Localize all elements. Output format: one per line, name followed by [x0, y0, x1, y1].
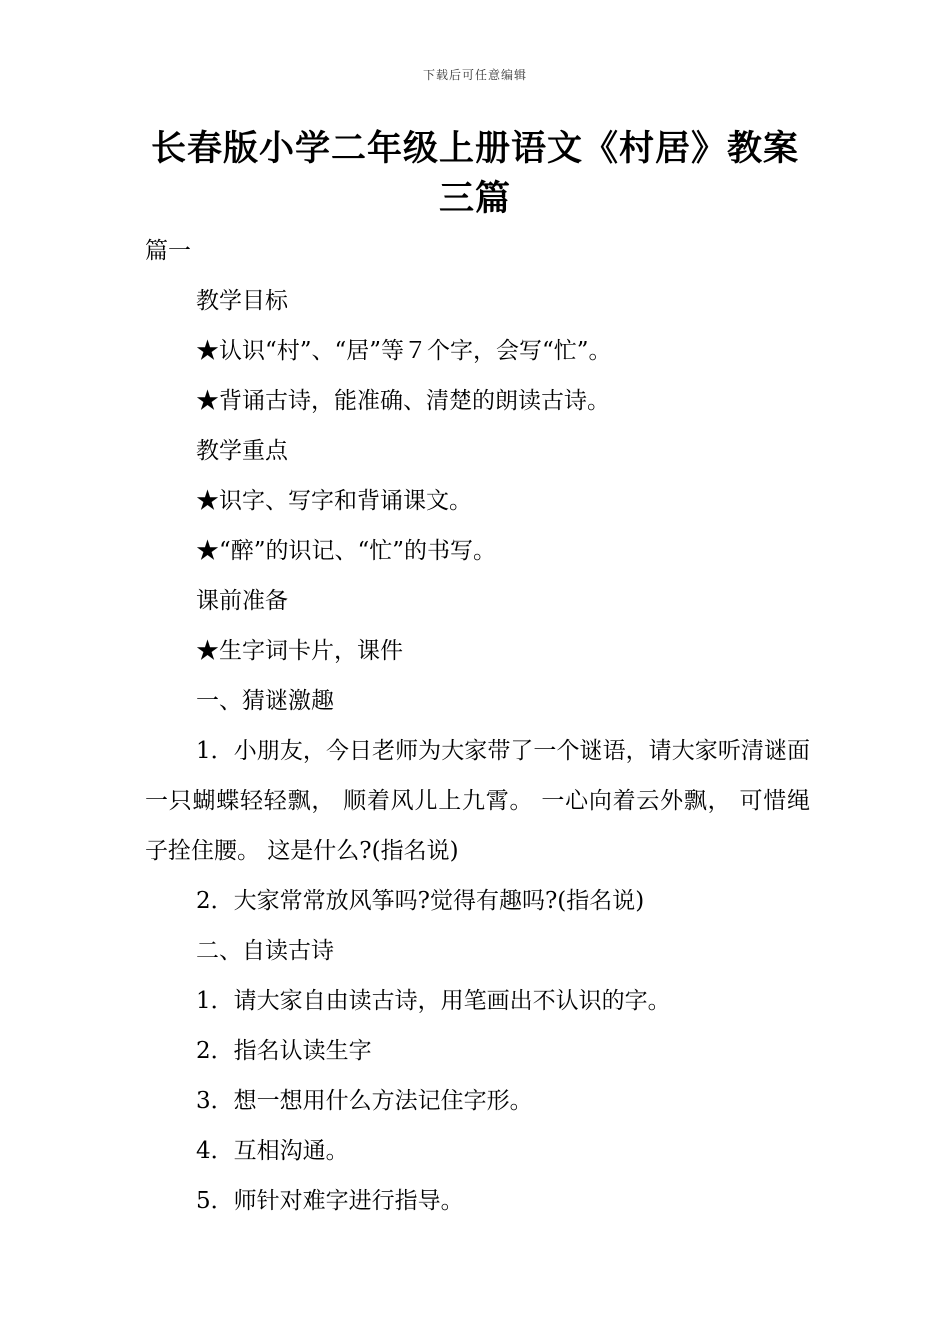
key-item: ★“醉”的识记、“忙”的书写。	[196, 538, 497, 564]
step-item: 2．大家常常放风筝吗?觉得有趣吗?(指名说)	[196, 888, 645, 914]
step-item: 4．互相沟通。	[196, 1138, 349, 1164]
key-heading: 教学重点	[196, 438, 288, 464]
goal-item: ★认识“村”、“居”等７个字，会写“忙”。	[196, 338, 612, 364]
document-title	[145, 124, 805, 224]
section-label: 篇一	[145, 238, 191, 264]
header-note: 下载后可任意编辑	[422, 68, 527, 82]
key-item: ★识字、写字和背诵课文。	[196, 488, 472, 514]
prep-item: ★生字词卡片，课件	[196, 638, 403, 664]
step-item: 1．请大家自由读古诗，用笔画出不认识的字。	[196, 988, 671, 1014]
step-item: 2．指名认读生字	[196, 1038, 372, 1064]
step-heading: 二、自读古诗	[196, 938, 334, 964]
title-line-1: 长春版小学二年级上册语文《村居》教案	[150, 129, 799, 169]
title-line-2: 三篇	[438, 179, 511, 219]
goal-item: ★背诵古诗，能准确、清楚的朗读古诗。	[196, 388, 610, 414]
step-heading: 一、猜谜激趣	[196, 688, 334, 714]
goal-heading: 教学目标	[196, 288, 288, 314]
step-item: 3．想一想用什么方法记住字形。	[196, 1088, 533, 1114]
document-body	[145, 226, 810, 1226]
prep-heading: 课前准备	[196, 588, 288, 614]
step-item: 5．师针对难字进行指导。	[196, 1188, 464, 1214]
step-paragraph: 1．小朋友，今日老师为大家带了一个谜语，请大家听清谜面 一只蝴蝶轻轻飘， 顺着风儿上九霄。 一心向着云外飘， 可惜绳子拴住腰。 这是什么?(指名说)	[145, 738, 810, 864]
